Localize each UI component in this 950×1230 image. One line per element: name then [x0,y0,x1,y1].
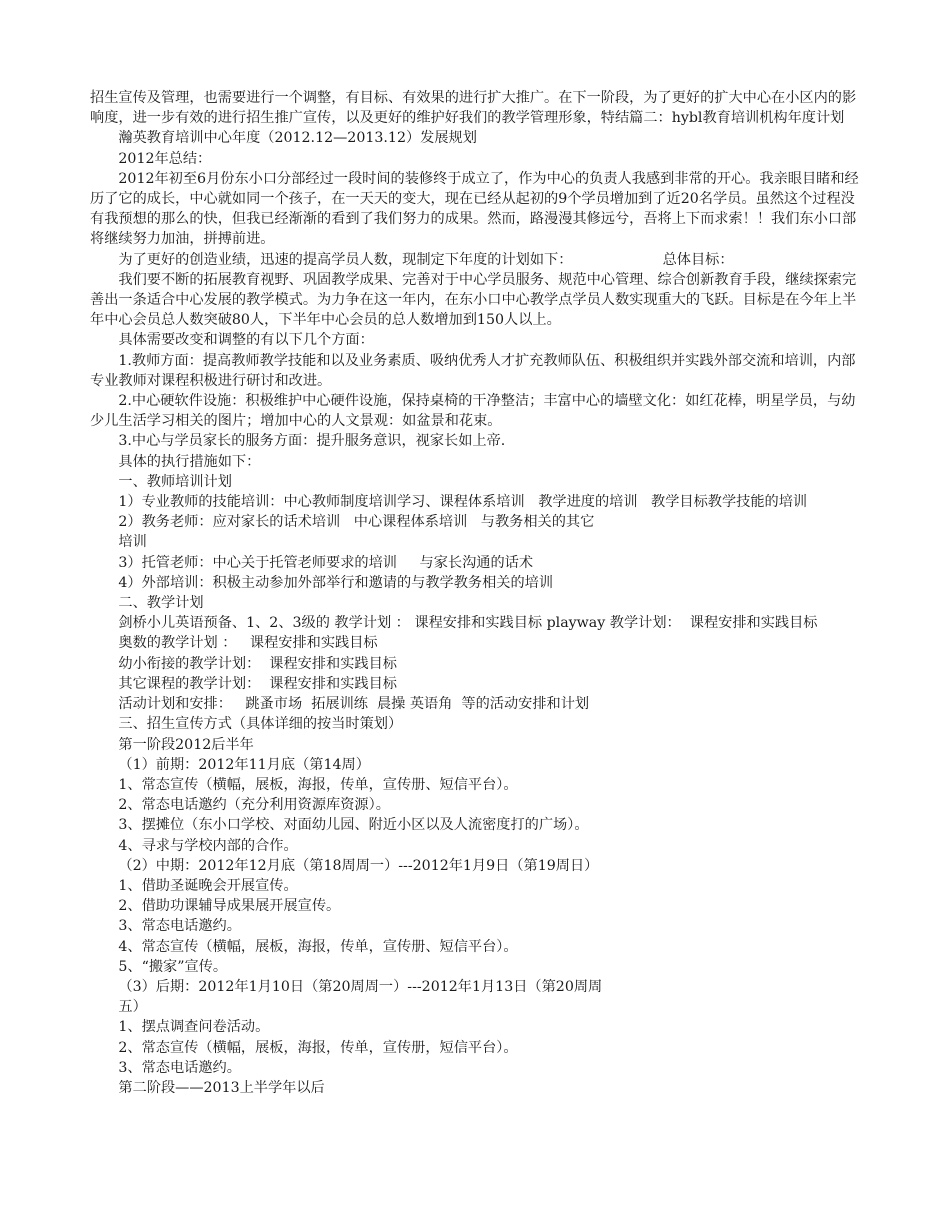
document-paragraph: 1、借助圣诞晚会开展宣传。 [118,877,298,894]
document-paragraph: （3）后期：2012年1月10日（第20周周一）---2012年1月13日（第20周周 [118,978,603,995]
document-paragraph: 三、招生宣传方式（具体详细的按当时策划） [118,716,403,733]
document-paragraph: （2）中期：2012年12月底（第18周周一）---2012年1月9日（第19周日） [118,857,599,874]
document-paragraph: 1、常态宣传（横幅，展板，海报，传单，宣传册、短信平台）。 [118,776,518,793]
document-paragraph: 瀚英教育培训中心年度（2012.12—2013.12）发展规划 [118,130,477,147]
document-paragraph: 2012年初至6月份东小口分部经过一段时间的装修终于成立了，作为中心的负责人我感到非常的开心。我亲眼目睹和经历了它的成长，中心就如同一个孩子，在一天天的变大，现在已经从起初的9个学员增加到了近20名学员。虽然这个过程没有我预想的那么的快，但我已经渐渐的看到了我们努力的成果。然而，路漫漫其修远兮，吾将上下而求索！！我们东小口部将继续努力加油，拼搏前进。 [90,170,859,248]
document-paragraph: 2、常态宣传（横幅，展板，海报，传单，宣传册，短信平台）。 [118,1039,518,1056]
document-paragraph: 第一阶段2012后半年 [118,736,254,753]
document-paragraph: 4、寻求与学校内部的合作。 [118,837,298,854]
document-paragraph: 奥数的教学计划 ： 课程安排和实践目标 [118,635,378,652]
document-paragraph: 2、常态电话邀约（充分利用资源库资源）。 [118,797,390,814]
document-paragraph: 4、常态宣传（横幅，展板，海报，传单，宣传册、短信平台）。 [118,938,518,955]
document-paragraph: 招生宣传及管理，也需要进行一个调整，有目标、有效果的进行扩大推广。在下一阶段，为了更好的扩大中心在小区内的影响度，进一步有效的进行招生推广宣传，以及更好的维护好我们的教学管理形象，特结篇二：hybl教育培训机构年度计划 [90,90,857,127]
document-paragraph: 培训 [118,534,147,551]
document-paragraph: 我们要不断的拓展教育视野、巩固教学成果、完善对于中心学员服务、规范中心管理、综合创新教育手段，继续探索完善出一条适合中心发展的教学模式。为力争在这一年内，在东小口中心教学点学员人数实现重大的飞跃。目标是在今年上半年中心会员总人数突破80人，下半年中心会员的总人数增加到150人以上。 [90,271,857,329]
document-paragraph: 5、“搬家”宣传。 [118,958,228,975]
document-paragraph: 其它课程的教学计划： 课程安排和实践目标 [118,675,397,692]
document-paragraph: 具体的执行措施如下： [118,453,261,470]
document-paragraph: 1.教师方面：提高教师教学技能和以及业务素质、吸纳优秀人才扩充教师队伍、积极组织并实践外部交流和培训，内部专业教师对课程积极进行研讨和改进。 [90,352,856,389]
document-paragraph: 2、借助功课辅导成果展开展宣传。 [118,898,341,915]
document-paragraph: （1）前期：2012年11月底（第14周） [118,756,370,773]
document-paragraph: 第二阶段——2013上半学年以后 [118,1079,325,1096]
document-paragraph: 为了更好的创造业绩，迅速的提高学员人数，现制定下年度的计划如下： 总体目标： [118,251,734,268]
document-paragraph: 活动计划和安排： 跳蚤市场 拓展训练 晨操 英语角 等的活动安排和计划 [118,696,590,713]
document-paragraph: 2）教务老师：应对家长的话术培训 中心课程体系培训 与教务相关的其它 [118,514,595,531]
document-paragraph: 五） [118,999,147,1016]
document-paragraph: 具体需要改变和调整的有以下几个方面： [118,332,374,349]
document-paragraph: 4）外部培训：积极主动参加外部举行和邀请的与教学教务相关的培训 [118,574,554,591]
document-paragraph: 1）专业教师的技能培训：中心教师制度培训学习、课程体系培训 教学进度的培训 教学目标教学技能的培训 [118,494,808,511]
document-paragraph: 3.中心与学员家长的服务方面：提升服务意识，视家长如上帝. [118,433,506,450]
document-paragraph: 3、常态电话邀约。 [118,1059,241,1076]
document-paragraph: 1、摆点调查问卷活动。 [118,1019,270,1036]
document-paragraph: 3、常态电话邀约。 [118,918,241,935]
document-paragraph: 剑桥小儿英语预备、1、2、3级的 教学计划 ： 课程安排和实践目标 playway 教学计划： 课程安排和实践目标 [118,615,818,632]
document-paragraph: 3、摆摊位（东小口学校、对面幼儿园、附近小区以及人流密度打的广场）。 [118,817,589,834]
document-paragraph: 一、教师培训计划 [118,473,232,490]
document-paragraph: 3）托管老师：中心关于托管老师要求的培训 与家长沟通的话术 [118,554,534,571]
document-paragraph: 2012年总结： [118,150,212,167]
document-paragraph: 幼小衔接的教学计划： 课程安排和实践目标 [118,655,397,672]
document-paragraph: 二、教学计划 [118,595,204,612]
document-paragraph: 2.中心硬软件设施：积极维护中心硬件设施，保持桌椅的干净整洁；丰富中心的墙壁文化：如红花棒，明星学员，与幼少儿生活学习相关的图片；增加中心的人文景观：如盆景和花束。 [90,393,856,430]
